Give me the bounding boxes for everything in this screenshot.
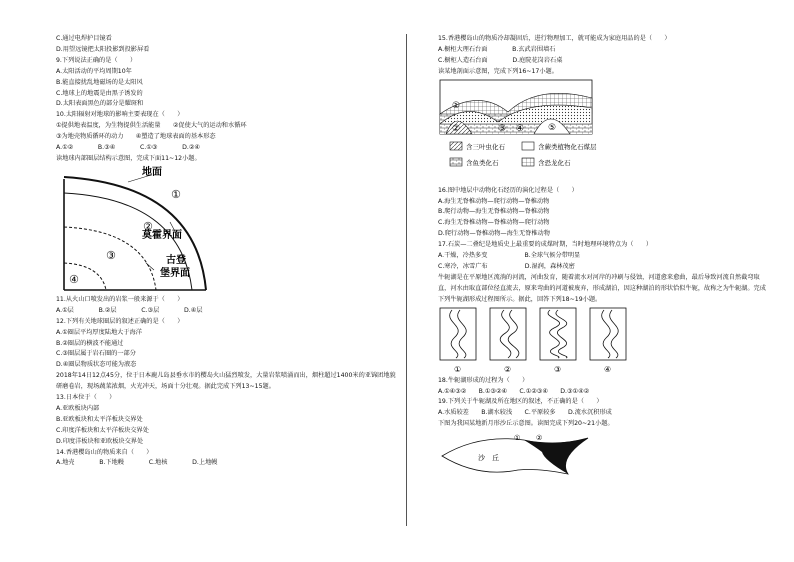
layer-4-number: ④: [69, 272, 79, 286]
option-d: D.④圈层物质状态可能为液态: [56, 361, 137, 369]
question-18: 18.牛轭湖形成的过程为（ ）: [438, 376, 529, 384]
question-15: 15.香港樱岛山的物质冷却凝固后，进行物理加工，就可能成为家庭用品的是（ ）: [438, 35, 671, 42]
option-a: A.海生无脊椎动物—爬行动物—脊椎动物: [438, 197, 550, 205]
dune-label: 沙 丘: [478, 454, 499, 463]
options-row: A.①层 B.②层 C.③层 D.④层: [56, 306, 203, 314]
question-16: 16.图中地层中动物化石经历的演化过程是（ ）: [438, 186, 578, 194]
text-line: ③为地壳物质循环的动力 ④塑造了地球表面的基本形态: [56, 133, 216, 141]
options-row: A.水质较差 B.湖水较浅 C.平原较多 D.流水沉积形成: [438, 409, 612, 417]
option-c: C.地球上的地震是由黑子诱发的: [56, 89, 143, 97]
option-c: C.印度洋板块和太平洋板块交界处: [56, 426, 149, 434]
option-b: B.能直接扰乱地磁场的是太阳风: [56, 78, 143, 86]
stratum-4-number: ④: [516, 123, 525, 134]
text-line: C.通过电焊护目镜看: [56, 35, 112, 42]
instruction: 读地球内部圈层结构示意图，完成下面11~12小题。: [56, 154, 201, 162]
reading-passage-13-15: 2018年14日12点45分，位于日本鹿儿岛县垂水市的樱岛火山猛烈喷发，大量岩浆喷涌而出，烟柱超过1400米的亚锦团地貌研磨卷岩，现场蔬菜浓烟，火光冲天，场面十分壮观。据此完成下列13~15题。: [56, 372, 396, 391]
option-b: B.亚欧板块和太平洋板块交界处: [56, 415, 143, 423]
fig-1-label: ①: [454, 364, 462, 374]
legend-fish: 含鱼类化石: [466, 158, 499, 167]
dune-point-2: ②: [536, 434, 543, 443]
fig-2-label: ②: [504, 364, 512, 374]
question-10: 10.太阳辐射对地球的影响主要表现在（ ）: [56, 111, 184, 119]
option-c: C.海生无脊椎动物—脊椎动物—爬行动物: [438, 219, 550, 227]
options-row: A.①④③② B.①③②④ C.①②③④ D.③①④②: [438, 387, 590, 395]
instruction: 下图为我国某地新月形沙丘示意图。读图完成下列20~21小题。: [438, 420, 614, 428]
right-lines-a: [438, 34, 768, 78]
question-13: 13.日本位于（ ）: [56, 394, 116, 402]
legend-fern-coal: 含蕨类植物化石煤层: [538, 142, 597, 151]
reading-passage-18-19: 牛轭湖是在平原地区流淌的河流，河曲发育，随着流水对河岸的冲刷与侵蚀，河道愈来愈曲，最后导致河流自然截弯取直，河水由取直部位径直流去，原来弯曲的河道被废弃，形成湖泊，因这种湖泊的形状恰似牛轭，故称之为牛轭湖。完成下列牛轭湖形成过程图所示。据此，回答下列18~19小题。: [438, 273, 766, 303]
fig-3-label: ③: [554, 364, 562, 374]
option-b: B.②圈层的横波不能通过: [56, 339, 124, 347]
question-19: 19.下列关于牛轭湖及所在地区的叙述，不正确的是（ ）: [438, 398, 603, 406]
stratum-2-number: ②: [452, 123, 461, 134]
option-a: A.亚欧板块内部: [56, 404, 100, 412]
left-lines-a: [56, 34, 396, 165]
text-line: ①提供地表温度，为生物提供生活能量 ②促使大气的运动和水循环: [56, 122, 247, 130]
left-lines-c: [56, 393, 396, 469]
layer-2-number: ②: [143, 219, 153, 233]
label-moho: 莫霍界面: [142, 229, 182, 241]
text-line: D.用望远镜把太阳投影到投影屏看: [56, 45, 150, 53]
options-row: A.干燥，冷热多变 B.全球气候分带明显: [438, 252, 581, 260]
question-12: 12.下列有关地球圈层的叙述正确的是（ ）: [56, 317, 184, 325]
crescent-dune-diagram: [438, 430, 638, 488]
question-14: 14.香港樱岛山的物质来自（ ）: [56, 448, 153, 456]
oxbow-lake-figures: [438, 306, 638, 376]
options-row: A.橱柜大理石台面 B.玄武岩围墙石: [438, 45, 556, 53]
left-column: [56, 34, 396, 469]
question-17: 17.石炭—二叠纪是地质史上最重要的成煤时期，当时地理环境特点为（ ）: [438, 241, 653, 249]
right-lines-c: [438, 376, 768, 431]
option-c: C.③圈层属于岩石圈的一部分: [56, 350, 136, 358]
option-a: A.太阳活动的平均周期10年: [56, 67, 132, 75]
left-lines-b: [56, 295, 396, 371]
strata-profile-diagram: [438, 78, 598, 186]
right-column: [438, 34, 768, 488]
right-lines-b: [438, 186, 768, 273]
label-gutenberg-1: 古登: [166, 254, 186, 266]
earth-layers-diagram: [56, 165, 216, 295]
layer-1-number: ①: [171, 187, 181, 201]
dune-point-1: ①: [514, 434, 521, 443]
option-a: A.①圈层平均厚度陆地大于海洋: [56, 328, 142, 336]
options-row: A.地壳 B.下地幔 C.地核 D.上地幔: [56, 459, 218, 467]
options-row: C.寒冷，冰雪广布 D.湿润，森林茂密: [438, 262, 575, 270]
stratum-1-number: ①: [452, 100, 461, 111]
option-d: D.爬行动物—脊椎动物—海生无脊椎动物: [438, 230, 550, 238]
stratum-3-number: ③: [498, 123, 507, 134]
layer-3-number: ③: [106, 248, 116, 262]
question-11: 11.从火山口喷发出的岩浆一般来源于（ ）: [56, 295, 184, 303]
fig-4-label: ④: [604, 364, 612, 374]
stratum-5-number: ⑤: [548, 122, 557, 133]
legend-dinosaur: 含恐龙化石: [538, 158, 571, 167]
option-d: D.印度洋板块和亚欧板块交界处: [56, 437, 144, 445]
label-surface: 地面: [142, 166, 162, 178]
options-row: A.①② B.③④ C.①③ D.②④: [56, 144, 200, 152]
option-b: B.爬行动物—海生无脊椎动物—脊椎动物: [438, 208, 550, 216]
question-9: 9.下列说法正确的是（ ）: [56, 56, 137, 64]
options-row: C.橱柜人造石台面 D.庭院花岗岩石桌: [438, 56, 563, 64]
label-gutenberg-2: 堡界面: [160, 267, 190, 279]
legend-trilobite: 含三叶虫化石: [466, 142, 505, 151]
column-divider: [406, 34, 407, 526]
instruction: 读某地剖面示意图，完成下列16~17小题。: [438, 67, 558, 75]
option-d: D.太阳表面黑色的部分是耀斑和: [56, 100, 144, 108]
